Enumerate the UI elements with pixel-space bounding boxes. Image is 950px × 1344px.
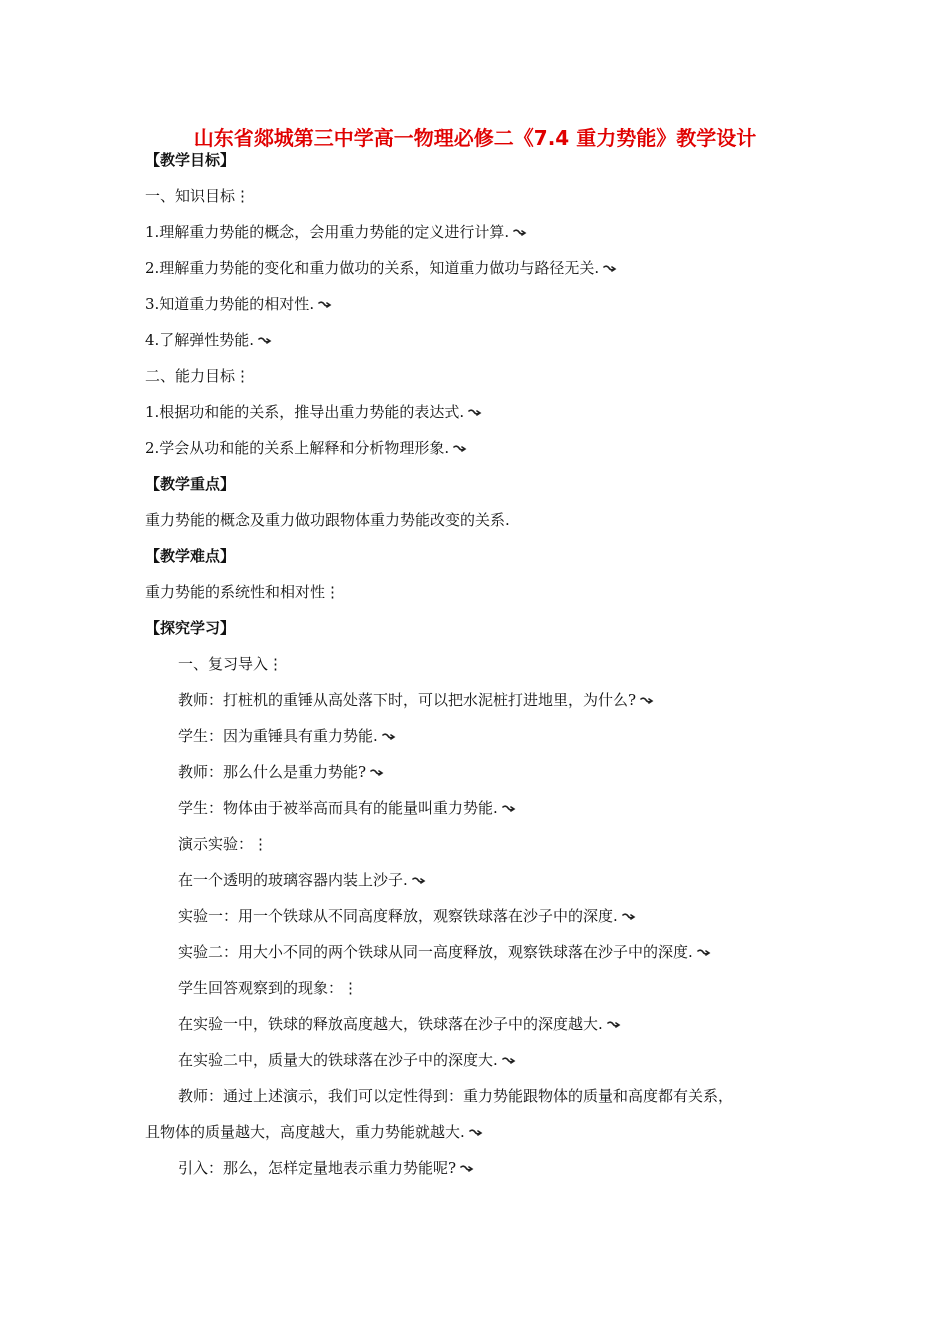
- line-text: 重力势能的系统性和相对性⋮: [145, 583, 341, 601]
- text-line: [178, 762, 384, 782]
- line-text: 3.知道重力势能的相对性.: [145, 295, 315, 313]
- paragraph-mark-icon: [318, 300, 332, 310]
- text-line: [178, 834, 268, 854]
- text-line: [178, 1014, 621, 1034]
- line-text: 【教学难点】: [145, 547, 236, 565]
- line-text: 学生：物体由于被举高而具有的能量叫重力势能.: [178, 799, 498, 817]
- line-text: 在实验二中，质量大的铁球落在沙子中的深度大.: [178, 1051, 498, 1069]
- text-line: [178, 1086, 733, 1106]
- paragraph-mark-icon: [412, 876, 426, 886]
- paragraph-mark-icon: [502, 804, 516, 814]
- paragraph-mark-icon: [469, 1128, 483, 1138]
- paragraph-mark-icon: [258, 336, 272, 346]
- text-line: [145, 186, 250, 206]
- paragraph-mark-icon: [697, 948, 711, 958]
- paragraph-mark-icon: [513, 228, 527, 238]
- line-text: 实验二：用大小不同的两个铁球从同一高度释放，观察铁球落在沙子中的深度.: [178, 943, 693, 961]
- line-text: 【教学重点】: [145, 475, 236, 493]
- section-heading: [145, 150, 235, 170]
- text-line: [178, 726, 396, 746]
- paragraph-mark-icon: [468, 408, 482, 418]
- text-line: [145, 258, 617, 278]
- text-line: [178, 798, 516, 818]
- text-line: [145, 402, 482, 422]
- text-line: [145, 366, 250, 386]
- text-line: [178, 942, 711, 962]
- section-heading: [145, 474, 235, 494]
- line-text: 在一个透明的玻璃容器内装上沙子.: [178, 871, 408, 889]
- paragraph-mark-icon: [460, 1164, 474, 1174]
- line-text: 2.学会从功和能的关系上解释和分析物理形象.: [145, 439, 450, 457]
- line-text: 学生：因为重锤具有重力势能.: [178, 727, 378, 745]
- text-line: [145, 438, 467, 458]
- paragraph-mark-icon: [640, 696, 654, 706]
- page-title: 山东省郯城第三中学高一物理必修二《7.4 重力势能》教学设计: [193, 126, 757, 150]
- line-text: 二、能力目标⋮: [145, 367, 251, 385]
- text-line: [145, 1122, 483, 1142]
- text-line: [178, 690, 654, 710]
- text-line: [145, 294, 332, 314]
- text-line: [145, 510, 510, 530]
- text-line: [145, 330, 272, 350]
- line-text: 实验一：用一个铁球从不同高度释放，观察铁球落在沙子中的深度.: [178, 907, 618, 925]
- line-text: 教师：通过上述演示，我们可以定性得到：重力势能跟物体的质量和高度都有关系，: [178, 1087, 734, 1105]
- text-line: [178, 1158, 474, 1178]
- section-heading: [145, 618, 235, 638]
- line-text: 1.根据功和能的关系，推导出重力势能的表达式.: [145, 403, 465, 421]
- text-line: [178, 654, 283, 674]
- paragraph-mark-icon: [607, 1020, 621, 1030]
- line-text: 学生回答观察到的现象：⋮: [178, 979, 359, 997]
- text-line: [178, 978, 358, 998]
- line-text: 4.了解弹性势能.: [145, 331, 255, 349]
- paragraph-mark-icon: [603, 264, 617, 274]
- text-line: [178, 1050, 516, 1070]
- line-text: 教师：打桩机的重锤从高处落下时，可以把水泥桩打进地里，为什么?: [178, 691, 637, 709]
- text-line: [145, 222, 527, 242]
- line-text: 演示实验：⋮: [178, 835, 269, 853]
- line-text: 【探究学习】: [145, 619, 236, 637]
- line-text: 【教学目标】: [145, 151, 236, 169]
- line-text: 2.理解重力势能的变化和重力做功的关系，知道重力做功与路径无关.: [145, 259, 600, 277]
- paragraph-mark-icon: [370, 768, 384, 778]
- text-line: [178, 870, 426, 890]
- paragraph-mark-icon: [502, 1056, 516, 1066]
- paragraph-mark-icon: [622, 912, 636, 922]
- paragraph-mark-icon: [453, 444, 467, 454]
- line-text: 教师：那么什么是重力势能?: [178, 763, 367, 781]
- text-line: [145, 582, 340, 602]
- line-text: 一、复习导入⋮: [178, 655, 284, 673]
- line-text: 一、知识目标⋮: [145, 187, 251, 205]
- line-text: 重力势能的概念及重力做功跟物体重力势能改变的关系.: [145, 511, 510, 529]
- line-text: 引入：那么，怎样定量地表示重力势能呢?: [178, 1159, 457, 1177]
- line-text: 在实验一中，铁球的释放高度越大，铁球落在沙子中的深度越大.: [178, 1015, 603, 1033]
- paragraph-mark-icon: [382, 732, 396, 742]
- line-text: 1.理解重力势能的概念，会用重力势能的定义进行计算.: [145, 223, 510, 241]
- line-text: 且物体的质量越大，高度越大，重力势能就越大.: [145, 1123, 465, 1141]
- section-heading: [145, 546, 235, 566]
- text-line: [178, 906, 636, 926]
